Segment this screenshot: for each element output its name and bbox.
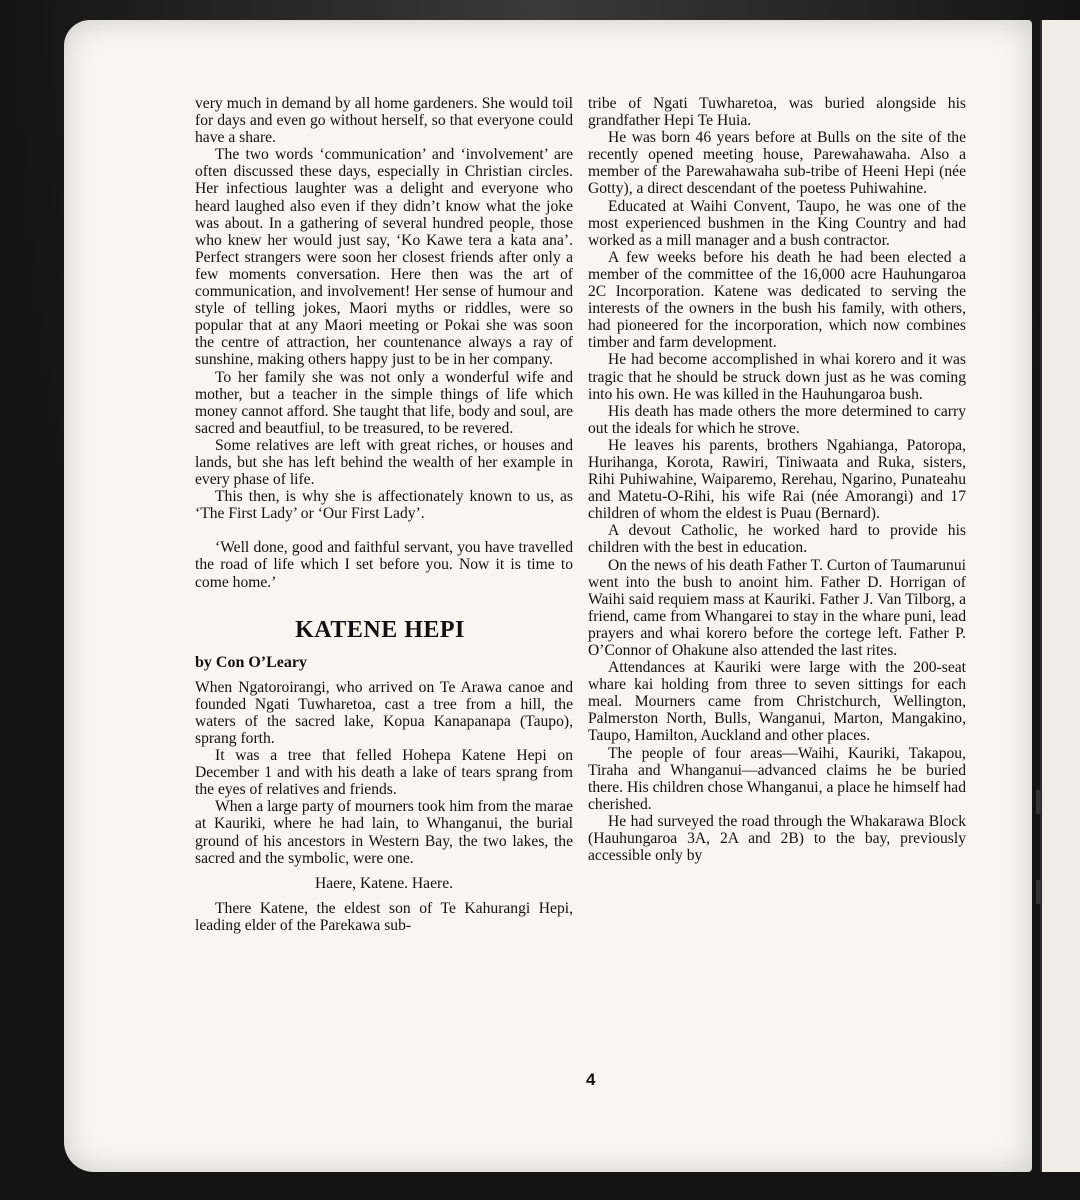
paragraph: On the news of his death Father T. Curton of Taumarunui went into the bush to anoint him. Father D. Horrigan of Waihi said requiem mass at Kauriki. Father J. Van Tilborg, a friend, came from Whangarei to stay in the whare puni, lead prayers and whai korero before the cortege left. Father P. O’Connor of Ohakune also attended the last rites. xyxy=(588,556,966,659)
article-title: KATENE HEPI xyxy=(295,616,465,643)
spacer xyxy=(195,591,573,608)
edge-mark xyxy=(1036,880,1041,904)
paragraph: It was a tree that felled Hohepa Katene Hepi on December 1 and with his death a lake of tears sprang from the eyes of relatives and friends. xyxy=(195,747,573,799)
edge-mark xyxy=(1036,790,1041,814)
left-column xyxy=(195,95,573,934)
paragraph: A devout Catholic, he worked hard to provide his children with the best in education. xyxy=(588,522,966,557)
paragraph: The people of four areas—Waihi, Kauriki, Takapou, Tiraha and Whanganui—advanced claims he be buried there. His children chose Whanganui, a place he himself had cherished. xyxy=(588,744,966,813)
paragraph: very much in demand by all home gardeners. She would toil for days and even go without herself, so that everyone could have a share. xyxy=(195,95,573,147)
paragraph: The two words ‘communication’ and ‘involvement’ are often discussed these days, especially in Christian circles. Her infectious laughter was a delight and everyone who heard laughed also even if they didn’t know what the joke was about. In a gathering of several hundred people, those who knew her would just say, ‘Ko Kawe tera a kata ana’. Perfect strangers were soon her closest friends after only a few moments conversation. Here then was the art of communication, and involvement! Her sense of humour and style of telling jokes, Maori myths or riddles, were so popular that at any Maori meeting or Pokai she was soon the centre of attraction, her countenance always a ray of sunshine, making others happy just to be in her company. xyxy=(195,146,573,369)
page-number: 4 xyxy=(586,1070,596,1089)
paragraph: He was born 46 years before at Bulls on the site of the recently opened meeting house, Parewahawaha. Also a member of the Parewahawaha sub-tribe of Heeni Hepi (née Gotty), a direct descendant of the poetess Puhiwahine. xyxy=(588,129,966,198)
byline: by Con O’Leary xyxy=(195,653,307,671)
paragraph: A few weeks before his death he had been elected a member of the committee of the 16,000 acre Hauhungaroa 2C Incorporation. Katene was dedicated to serving the interests of the owners in the bush his family, with others, had pioneered for the incorporation, which now combines timber and farm development. xyxy=(588,248,966,352)
paragraph: tribe of Ngati Tuwharetoa, was buried alongside his grandfather Hepi Te Huia. xyxy=(588,95,966,130)
farewell-line: Haere, Katene. Haere. xyxy=(314,874,454,892)
paragraph: His death has made others the more determined to carry out the ideals for which he strove. xyxy=(588,402,966,437)
spacer xyxy=(195,522,573,539)
paragraph: He leaves his parents, brothers Ngahianga, Patoropa, Hurihanga, Korota, Rawiri, Tiniwaata and Ruka, sisters, Rihi Puhiwahine, Waiparemo, Rerehau, Ngarino, Punateahu and Matetu-O-Rihi, his wife Rai (née Amorangi) and 17 children of whom the eldest is Puau (Bernard). xyxy=(588,436,966,523)
paragraph: This then, is why she is affectionately known to us, as ‘The First Lady’ or ‘Our First Lady’. xyxy=(195,488,573,523)
spacer xyxy=(195,892,573,900)
paragraph: Educated at Waihi Convent, Taupo, he was one of the most experienced bushmen in the King Country and had worked as a mill manager and a bush contractor. xyxy=(588,197,966,249)
paragraph: He had surveyed the road through the Whakarawa Block (Hauhungaroa 3A, 2A and 2B) to the bay, previously accessible only by xyxy=(588,812,966,865)
spacer xyxy=(195,608,573,616)
adjacent-page-edge xyxy=(1040,20,1080,1172)
spacer xyxy=(195,867,573,875)
right-column xyxy=(588,95,966,864)
paragraph: Some relatives are left with great riches, or houses and lands, but she has left behind the wealth of her example in every phase of life. xyxy=(195,436,573,489)
closing-quote: ‘Well done, good and faithful servant, you have travelled the road of life which I set before you. Now it is time to come home.’ xyxy=(195,539,573,591)
paragraph: When a large party of mourners took him from the marae at Kauriki, where he had lain, to Whanganui, the burial ground of his ancestors in Western Bay, the two lakes, the sacred and the symbolic, were one. xyxy=(195,798,573,867)
paragraph: He had become accomplished in whai korero and it was tragic that he should be struck down just as he was coming into his own. He was killed in the Hauhungaroa bush. xyxy=(588,351,966,403)
paragraph: Attendances at Kauriki were large with the 200-seat whare kai holding from three to seven sittings for each meal. Mourners came from Christchurch, Wellington, Palmerston North, Bulls, Wanganui, Marton, Mangakino, Taupo, Hamilton, Auckland and other places. xyxy=(588,659,966,745)
paragraph: When Ngatoroirangi, who arrived on Te Arawa canoe and founded Ngati Tuwharetoa, cast a tree from a hill, the waters of the sacred lake, Kopua Kanapanapa (Taupo), sprang forth. xyxy=(195,678,573,747)
paragraph: To her family she was not only a wonderful wife and mother, but a teacher in the simple things of life which money cannot afford. She taught that life, body and soul, are sacred and beautfiul, to be treasured, to be revered. xyxy=(195,368,573,437)
paragraph: There Katene, the eldest son of Te Kahurangi Hepi, leading elder of the Parekawa sub- xyxy=(195,899,573,934)
